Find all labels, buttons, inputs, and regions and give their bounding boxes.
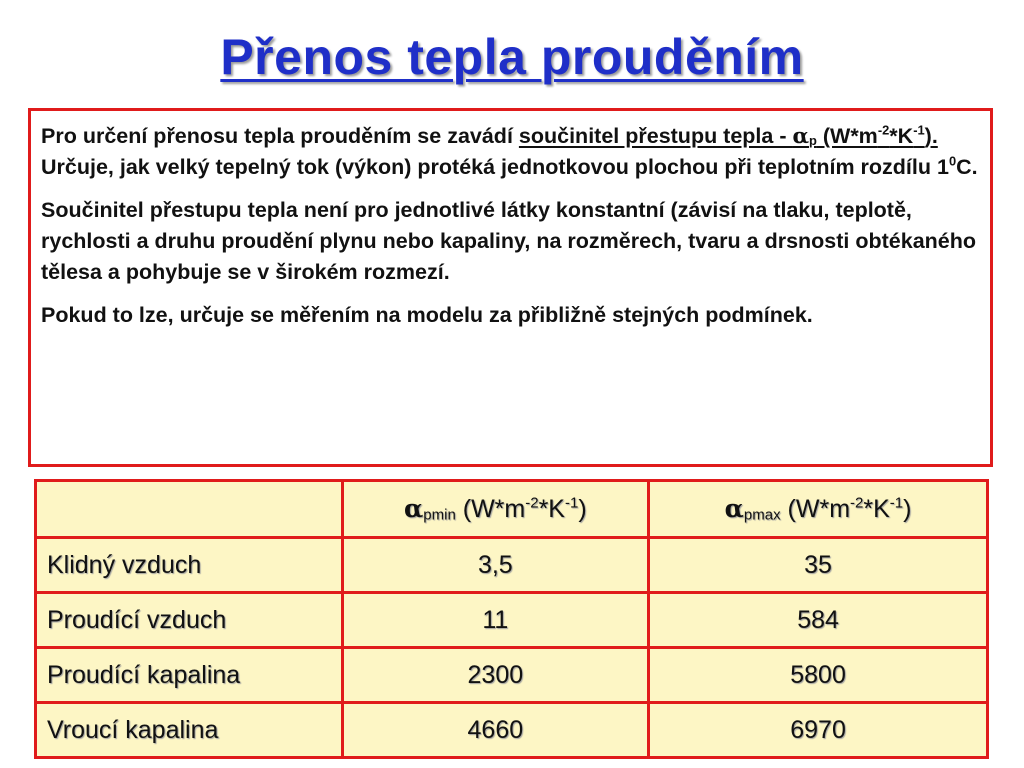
value-min: 2300 bbox=[342, 648, 649, 703]
value-max: 6970 bbox=[649, 703, 988, 758]
paragraph-variability: Součinitel přestupu tepla není pro jednotlivé látky konstantní (závisí na tlaku, teplotě, rychlosti a druhu proudění plynu nebo kapaliny, na rozměrech, tvaru a drsnosti obtékaného tělesa a pohybuje se v širokém rozmezí. bbox=[41, 198, 977, 284]
paragraph-definition bbox=[41, 121, 980, 183]
unit-exponent-1: -2 bbox=[877, 122, 890, 138]
degree-superscript: 0 bbox=[948, 153, 957, 169]
value-min: 3,5 bbox=[342, 538, 649, 593]
value-min: 11 bbox=[342, 593, 649, 648]
coefficient-term-text: součinitel přestupu tepla - bbox=[518, 124, 793, 148]
row-label: Vroucí kapalina bbox=[36, 703, 343, 758]
alpha-symbol: α bbox=[792, 124, 810, 149]
definition-rest: Určuje, jak velký tepelný tok (výkon) protéká jednotkovou plochou při teplotním rozdílu 1 bbox=[41, 155, 949, 179]
header-alpha-min-symbol: α bbox=[404, 494, 424, 523]
row-label: Proudící kapalina bbox=[36, 648, 343, 703]
value-max: 35 bbox=[649, 538, 988, 593]
definition-box bbox=[28, 108, 993, 467]
value-max: 5800 bbox=[649, 648, 988, 703]
header-alpha-min-sub: pmin bbox=[423, 506, 456, 524]
header-alpha-min-exp1: -2 bbox=[525, 494, 539, 512]
header-alpha-max bbox=[649, 481, 988, 538]
unit-exponent-2: -1 bbox=[913, 122, 925, 138]
row-label: Proudící vzduch bbox=[36, 593, 343, 648]
header-alpha-max-unit-c: ) bbox=[903, 495, 912, 523]
table-row bbox=[36, 538, 988, 593]
table-row bbox=[36, 703, 988, 758]
paragraph-measurement: Pokud to lze, určuje se měřením na modelu za přibližně stejných podmínek. bbox=[41, 303, 813, 327]
header-alpha-min-unit-c: ) bbox=[578, 495, 587, 523]
header-alpha-max-sub: pmax bbox=[743, 506, 781, 524]
table-row bbox=[36, 648, 988, 703]
table-row bbox=[36, 593, 988, 648]
header-alpha-max-exp2: -1 bbox=[889, 494, 904, 512]
unit-part-c: ). bbox=[924, 124, 938, 148]
value-max: 584 bbox=[649, 593, 988, 648]
definition-lead: Pro určení přenosu tepla prouděním se zavádí bbox=[41, 124, 519, 148]
coefficient-table bbox=[34, 479, 989, 759]
header-empty-cell bbox=[36, 481, 343, 538]
header-alpha-max-exp1: -2 bbox=[850, 494, 864, 512]
header-alpha-min-exp2: -1 bbox=[564, 494, 579, 512]
value-min: 4660 bbox=[342, 703, 649, 758]
row-label: Klidný vzduch bbox=[36, 538, 343, 593]
header-alpha-max-unit-a: (W*m bbox=[780, 495, 851, 523]
header-alpha-min bbox=[342, 481, 649, 538]
header-alpha-max-unit-b: *K bbox=[863, 495, 890, 523]
definition-end: C. bbox=[956, 155, 978, 179]
header-alpha-max-symbol: α bbox=[724, 494, 744, 523]
alpha-subscript: p bbox=[809, 132, 817, 148]
unit-part-b: *K bbox=[889, 124, 914, 148]
coefficient-term bbox=[519, 124, 938, 148]
header-alpha-min-unit-b: *K bbox=[538, 495, 565, 523]
header-alpha-min-unit-a: (W*m bbox=[455, 495, 526, 523]
page-title: Přenos tepla prouděním bbox=[220, 29, 804, 85]
table-header-row bbox=[36, 481, 988, 538]
unit-part-a: (W*m bbox=[816, 124, 878, 148]
